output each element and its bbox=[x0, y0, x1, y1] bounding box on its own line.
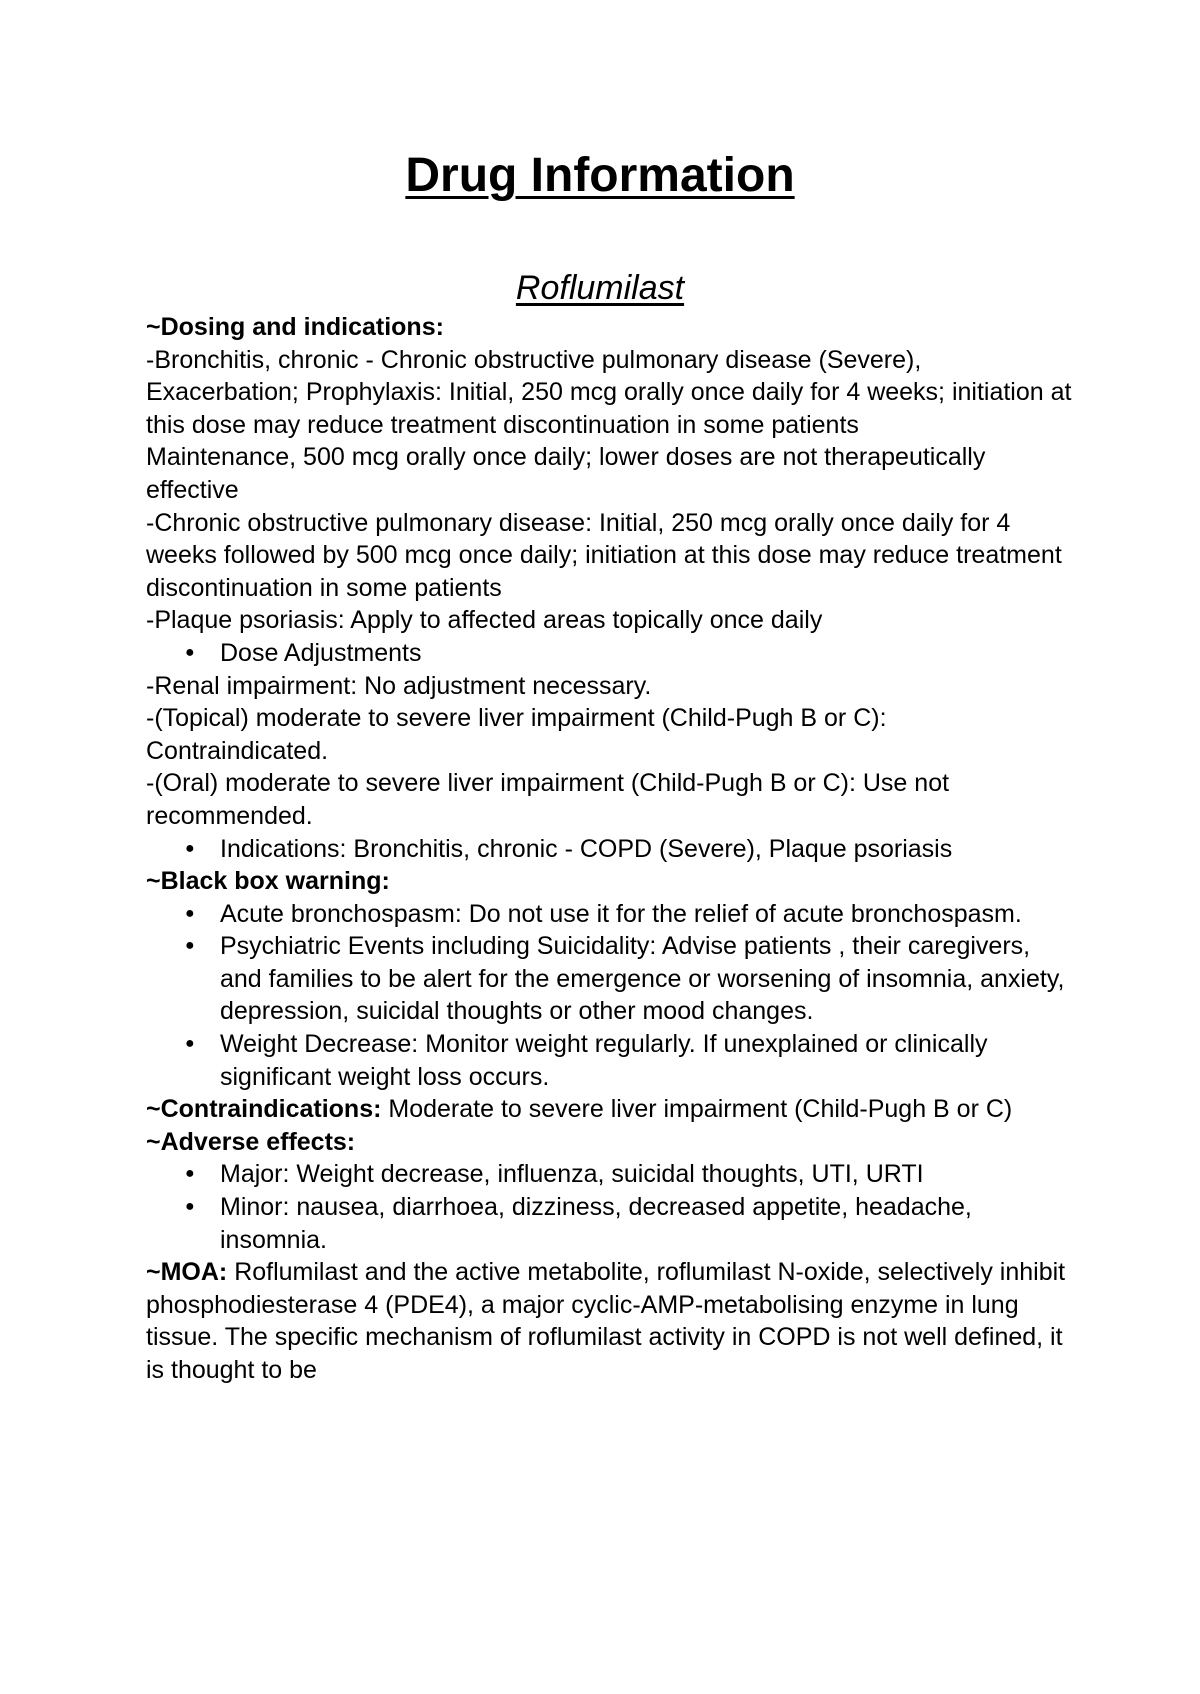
indications-text: Indications: Bronchitis, chronic - COPD (Severe), Plaque psoriasis bbox=[220, 834, 953, 863]
dosing-heading: ~Dosing and indications: bbox=[146, 313, 444, 341]
list-item bbox=[185, 1028, 1074, 1093]
dose-adjustments-label: Dose Adjustments bbox=[220, 638, 422, 667]
dosing-section bbox=[146, 311, 1074, 865]
bullet-icon: ● bbox=[185, 839, 195, 857]
dosing-paragraph-psoriasis: -Plaque psoriasis: Apply to affected areas topically once daily bbox=[146, 606, 823, 635]
list-item bbox=[185, 1191, 1074, 1256]
moa-heading: ~MOA: bbox=[146, 1258, 228, 1287]
adverse-effects-heading: ~Adverse effects: bbox=[146, 1127, 356, 1156]
adverse-minor: Minor: nausea, diarrhoea, dizziness, decreased appetite, headache, insomnia. bbox=[220, 1193, 972, 1254]
contraindications-section bbox=[146, 1093, 1074, 1126]
bullet-icon: ● bbox=[185, 643, 195, 661]
adverse-effects-list bbox=[146, 1158, 1074, 1256]
contraindications-heading: ~Contraindications: bbox=[146, 1095, 382, 1124]
contraindications-paragraph bbox=[146, 1093, 1074, 1126]
document-title: Drug Information bbox=[405, 149, 795, 202]
black-box-section bbox=[146, 865, 1074, 1093]
list-item bbox=[185, 833, 1074, 866]
adjustment-oral-liver: -(Oral) moderate to severe liver impairment (Child-Pugh B or C): Use not recommended. bbox=[146, 769, 950, 830]
adjustment-topical-liver: -(Topical) moderate to severe liver impairment (Child-Pugh B or C): Contraindicated. bbox=[146, 704, 887, 765]
moa-section bbox=[146, 1256, 1074, 1386]
warning-weight: Weight Decrease: Monitor weight regularly. If unexplained or clinically significant weight loss occurs. bbox=[220, 1030, 988, 1091]
moa-paragraph bbox=[146, 1256, 1074, 1386]
black-box-heading: ~Black box warning: bbox=[146, 867, 390, 896]
document-body bbox=[146, 311, 1074, 1387]
contraindications-text: Moderate to severe liver impairment (Child-Pugh B or C) bbox=[381, 1095, 1013, 1124]
dose-adjustments-list bbox=[146, 637, 1074, 670]
black-box-list bbox=[146, 898, 1074, 1094]
indications-list bbox=[146, 833, 1074, 866]
bullet-icon: ● bbox=[185, 1198, 195, 1216]
warning-bronchospasm: Acute bronchospasm: Do not use it for the relief of acute bronchospasm. bbox=[220, 899, 1022, 928]
list-item bbox=[185, 1158, 1074, 1191]
drug-name-heading: Roflumilast bbox=[515, 269, 685, 307]
bullet-icon: ● bbox=[185, 904, 195, 922]
dosing-paragraph-copd: -Chronic obstructive pulmonary disease: Initial, 250 mcg orally once daily for 4 weeks followed by 500 mcg once daily; initiation at this dose may reduce treatment discontinuation in some patients bbox=[146, 508, 1062, 602]
bullet-icon: ● bbox=[185, 937, 195, 955]
list-item bbox=[185, 930, 1074, 1028]
dosing-paragraph-maintenance: Maintenance, 500 mcg orally once daily; lower doses are not therapeutically effective bbox=[146, 443, 986, 504]
bullet-icon: ● bbox=[185, 1035, 195, 1053]
adverse-effects-section bbox=[146, 1126, 1074, 1256]
adjustment-renal: -Renal impairment: No adjustment necessary. bbox=[146, 671, 652, 700]
warning-psychiatric: Psychiatric Events including Suicidality: Advise patients , their caregivers, and families to be alert for the emergence or worsening of insomnia, anxiety, depression, suicidal thoughts or other mood changes. bbox=[220, 932, 1065, 1026]
list-item bbox=[185, 637, 1074, 670]
adverse-major: Major: Weight decrease, influenza, suicidal thoughts, UTI, URTI bbox=[220, 1160, 924, 1189]
list-item bbox=[185, 898, 1074, 931]
moa-text: Roflumilast and the active metabolite, roflumilast N-oxide, selectively inhibit phosphodiesterase 4 (PDE4), a major cyclic-AMP-metabolising enzyme in lung tissue. The specific mechanism of roflumilast activity in COPD is not well defined, it is thought to be bbox=[146, 1258, 1066, 1384]
dosing-paragraph-bronchitis: -Bronchitis, chronic - Chronic obstructive pulmonary disease (Severe), Exacerbation; Prophylaxis: Initial, 250 mcg orally once daily for 4 weeks; initiation at this dose may reduce treatment discontinuation in some patients bbox=[146, 345, 1072, 439]
bullet-icon: ● bbox=[185, 1165, 195, 1183]
